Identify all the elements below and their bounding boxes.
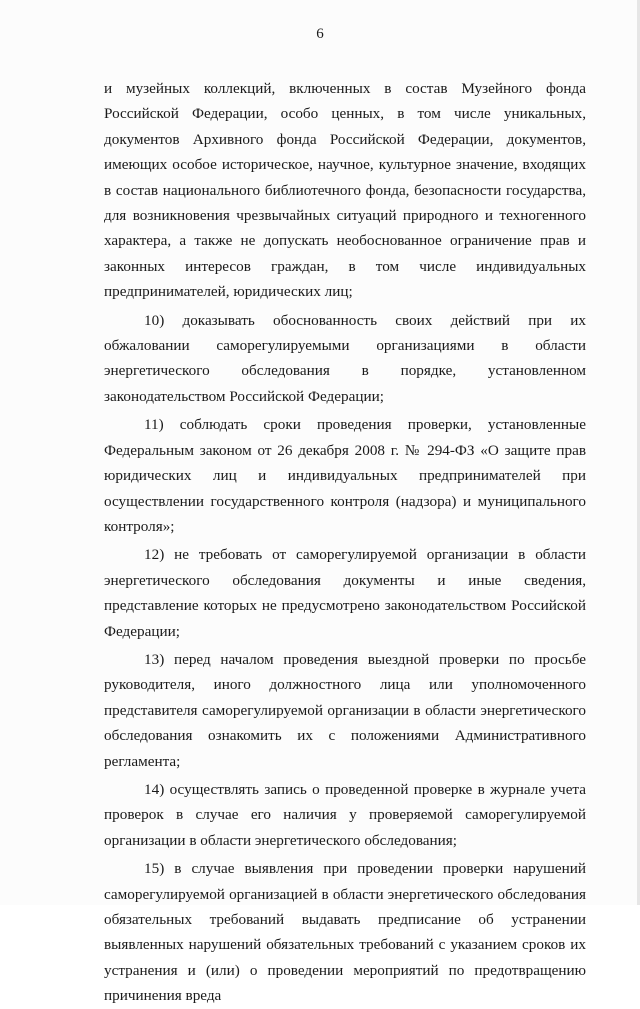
paragraph-continuation: и музейных коллекций, включенных в состав Музейного фонда Российской Федерации, особо ценных, в том числе уникальных, документов Архивного фонда Российской Федерации, документов, имеющих особое историческое, научное, культурное значение, входящих в состав национального библиотечного фонда, безопасности государства, для возникновения чрезвычайных ситуаций природного и техногенного характера, а также не допускать необоснованное ограничение прав и законных интересов граждан, в том числе индивидуальных предпринимателей, юридических лиц;	[104, 80, 586, 301]
paragraph-item-12: 12) не требовать от саморегулируемой организации в области энергетического обследования документы и иные сведения, представление которых не предусмотрено законодательством Российской Федерации;	[104, 546, 586, 640]
paragraph-item-11: 11) соблюдать сроки проведения проверки, установленные Федеральным законом от 26 декабря 2008 г. № 294-ФЗ «О защите прав юридических лиц и индивидуальных предпринимателей при осуществлении государственного контроля (надзора) и муниципального контроля»;	[104, 416, 586, 535]
paragraph-item-13: 13) перед началом проведения выездной проверки по просьбе руководителя, иного должностного лица или уполномоченного представителя саморегулируемой организации в области энергетического обследования ознакомить их с положениями Административного регламента;	[104, 650, 586, 770]
page-number: 6	[316, 26, 324, 42]
document-body	[104, 76, 586, 1009]
paragraph-item-10: 10) доказывать обоснованность своих действий при их обжаловании саморегулируемыми организациями в области энергетического обследования в порядке, установленном законодательством Российской Федерации;	[104, 311, 586, 405]
paragraph-item-14: 14) осуществлять запись о проведенной проверке в журнале учета проверок в случае его наличия у проверяемой саморегулируемой организации в области энергетического обследования;	[104, 780, 586, 849]
paragraph-item-15: 15) в случае выявления при проведении проверки нарушений саморегулируемой организацией в области энергетического обследования обязательных требований выдавать предписание об устранении выявленных нарушений обязательных требований с указанием сроков их устранения и (или) о проведении мероприятий по предотвращению причинения вреда	[104, 860, 586, 1005]
